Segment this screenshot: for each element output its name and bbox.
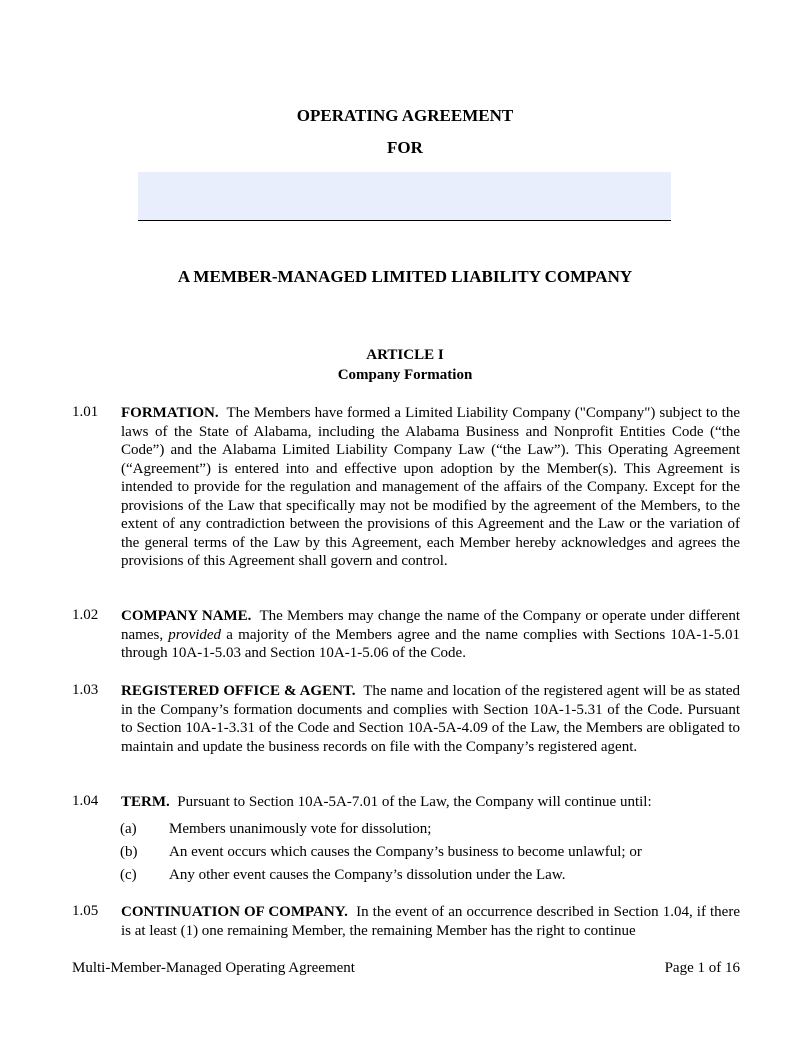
- list-item-label: (a): [120, 821, 137, 837]
- section-text: a majority of the Members agree and the name complies with Sections 10A-1-5.01 through 10A-1-5.03 and Section 10A-1-5.06 of the Code.: [121, 626, 740, 661]
- article-heading: ARTICLE I: [366, 347, 444, 363]
- list-item-label: (c): [120, 867, 137, 883]
- section-1-05: [72, 903, 740, 940]
- section-text: In the event of an occurrence described in Section 1.04, if there is at least (1) one remaining Member, the remaining Member has the right to continue: [121, 904, 740, 939]
- footer-title: Multi-Member-Managed Operating Agreement: [72, 960, 355, 976]
- section-text: The Members have formed a Limited Liability Company ("Company") subject to the laws of the State of Alabama, including the Alabama Business and Nonprofit Entities Code (“the Code”) and the Alabama Limited Liability Company Law (“the Law”). This Operating Agreement (“Agreement”) is entered into and effective upon adoption by the Member(s). This Agreement is intended to provide for the regulation and management of the affairs of the Company. Except for the provisions of the Law that specifically may not be modified by the agreement of the Members, to the extent of any contradiction between the provisions of this Agreement and the Law or the variation of the general terms of the Law by this Agreement, each Member hereby acknowledges and agrees the provisions of this Agreement shall govern and control.: [121, 405, 740, 569]
- section-text: The name and location of the registered agent will be as stated in the Company’s formation documents and complies with Section 10A-1-5.31 of the Code. Pursuant to Section 10A-1-3.31 of the Code and Section 10A-5A-4.09 of the Law, the Members are obligated to maintain and update the business records on file with the Company’s registered agent.: [121, 683, 740, 755]
- section-text-italic: provided: [168, 626, 222, 643]
- section-heading: FORMATION.: [121, 405, 219, 421]
- list-item-text: An event occurs which causes the Company’s business to become unlawful; or: [169, 844, 642, 860]
- section-number: 1.04: [72, 793, 99, 809]
- section-1-02: [72, 607, 740, 663]
- section-text: Pursuant to Section 10A-5A-7.01 of the Law, the Company will continue until:: [177, 794, 652, 810]
- section-heading: REGISTERED OFFICE & AGENT.: [121, 683, 356, 699]
- section-heading: CONTINUATION OF COMPANY.: [121, 904, 348, 920]
- document-subtitle: A MEMBER-MANAGED LIMITED LIABILITY COMPANY: [177, 267, 633, 286]
- list-item-text: Members unanimously vote for dissolution;: [169, 821, 432, 837]
- list-item-label: (b): [120, 844, 138, 860]
- section-1-01: [72, 404, 740, 571]
- section-heading: TERM.: [121, 794, 170, 810]
- article-subheading: Company Formation: [337, 367, 473, 383]
- section-text: The Members may change the name of the Company or operate under different names,: [121, 608, 740, 643]
- section-1-03: [72, 682, 740, 756]
- section-number: 1.01: [72, 404, 99, 420]
- section-1-04: [72, 793, 740, 812]
- page-number: Page 1 of 16: [664, 960, 740, 976]
- section-heading: COMPANY NAME.: [121, 608, 252, 624]
- section-number: 1.02: [72, 607, 99, 623]
- section-number: 1.05: [72, 903, 99, 919]
- document-title: OPERATING AGREEMENT: [296, 106, 514, 125]
- company-name-field[interactable]: [138, 172, 671, 221]
- document-title-for: FOR: [387, 138, 423, 157]
- list-item-text: Any other event causes the Company’s dissolution under the Law.: [169, 867, 566, 883]
- section-number: 1.03: [72, 682, 99, 698]
